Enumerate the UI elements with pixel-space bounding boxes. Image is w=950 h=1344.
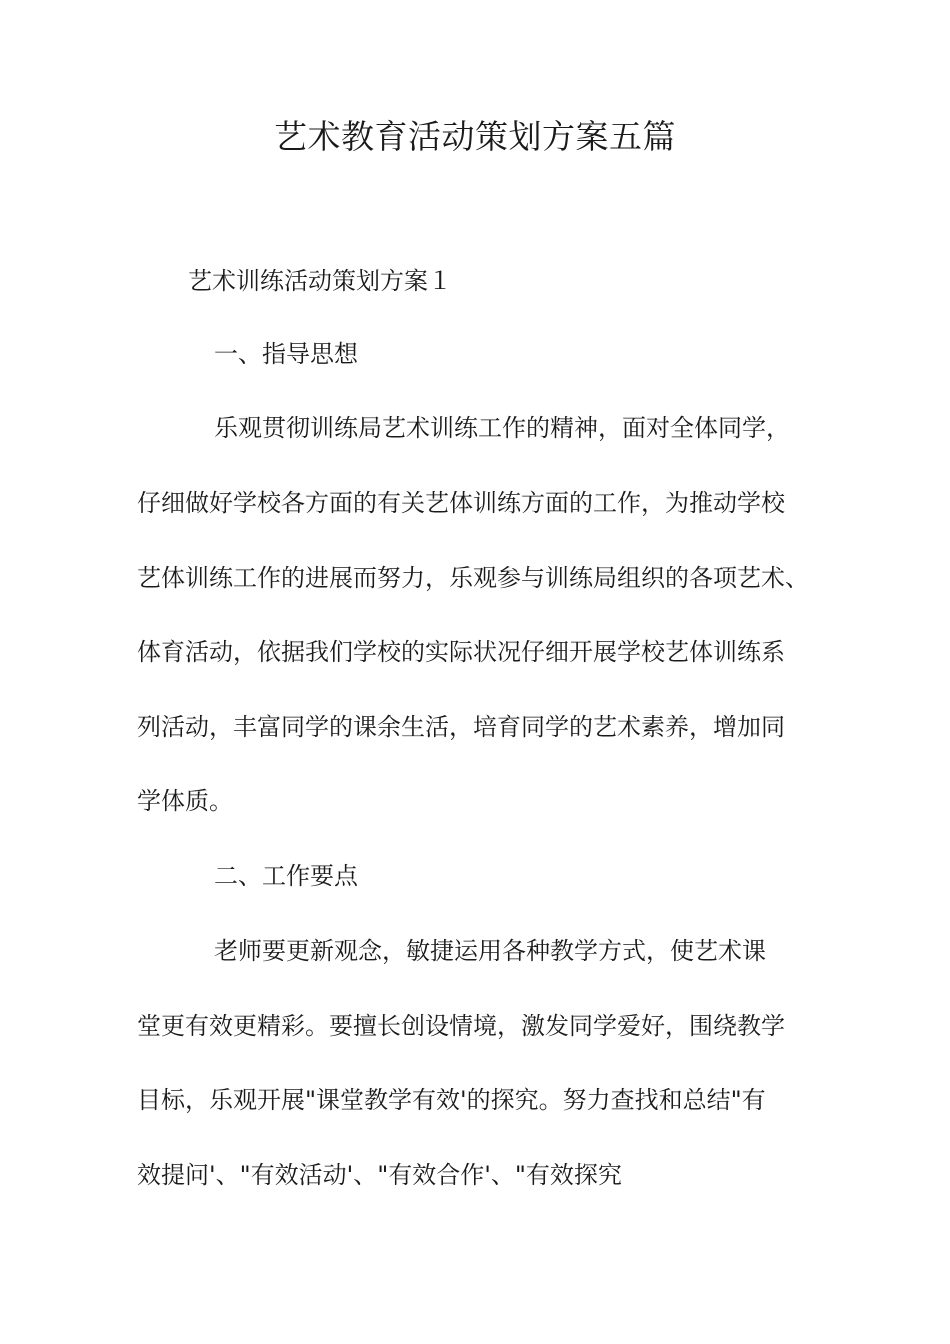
paragraph-line: 体育活动，依据我们学校的实际状况仔细开展学校艺体训练系	[137, 638, 785, 666]
heading-guiding-ideology: 一、指导思想	[214, 340, 358, 368]
paragraph-line: 效提问'、"有效活动'、"有效合作'、"有效探究	[137, 1161, 622, 1189]
paragraph-line: 乐观贯彻训练局艺术训练工作的精神，面对全体同学，	[214, 414, 790, 442]
paragraph-line: 艺体训练工作的进展而努力，乐观参与训练局组织的各项艺术、	[137, 564, 809, 592]
paragraph-line: 老师要更新观念，敏捷运用各种教学方式，使艺术课	[214, 937, 766, 965]
paragraph-line: 学体质。	[137, 787, 233, 815]
section-subtitle: 艺术训练活动策划方案１	[188, 267, 452, 295]
heading-work-points: 二、工作要点	[214, 862, 358, 890]
paragraph-line: 目标，乐观开展"课堂教学有效'的探究。努力查找和总结"有	[137, 1086, 766, 1114]
document-title: 艺术教育活动策划方案五篇	[274, 117, 676, 156]
paragraph-line: 仔细做好学校各方面的有关艺体训练方面的工作，为推动学校	[137, 489, 785, 517]
paragraph-line: 堂更有效更精彩。要擅长创设情境，激发同学爱好，围绕教学	[137, 1012, 785, 1040]
paragraph-line: 列活动，丰富同学的课余生活，培育同学的艺术素养，增加同	[137, 713, 785, 741]
